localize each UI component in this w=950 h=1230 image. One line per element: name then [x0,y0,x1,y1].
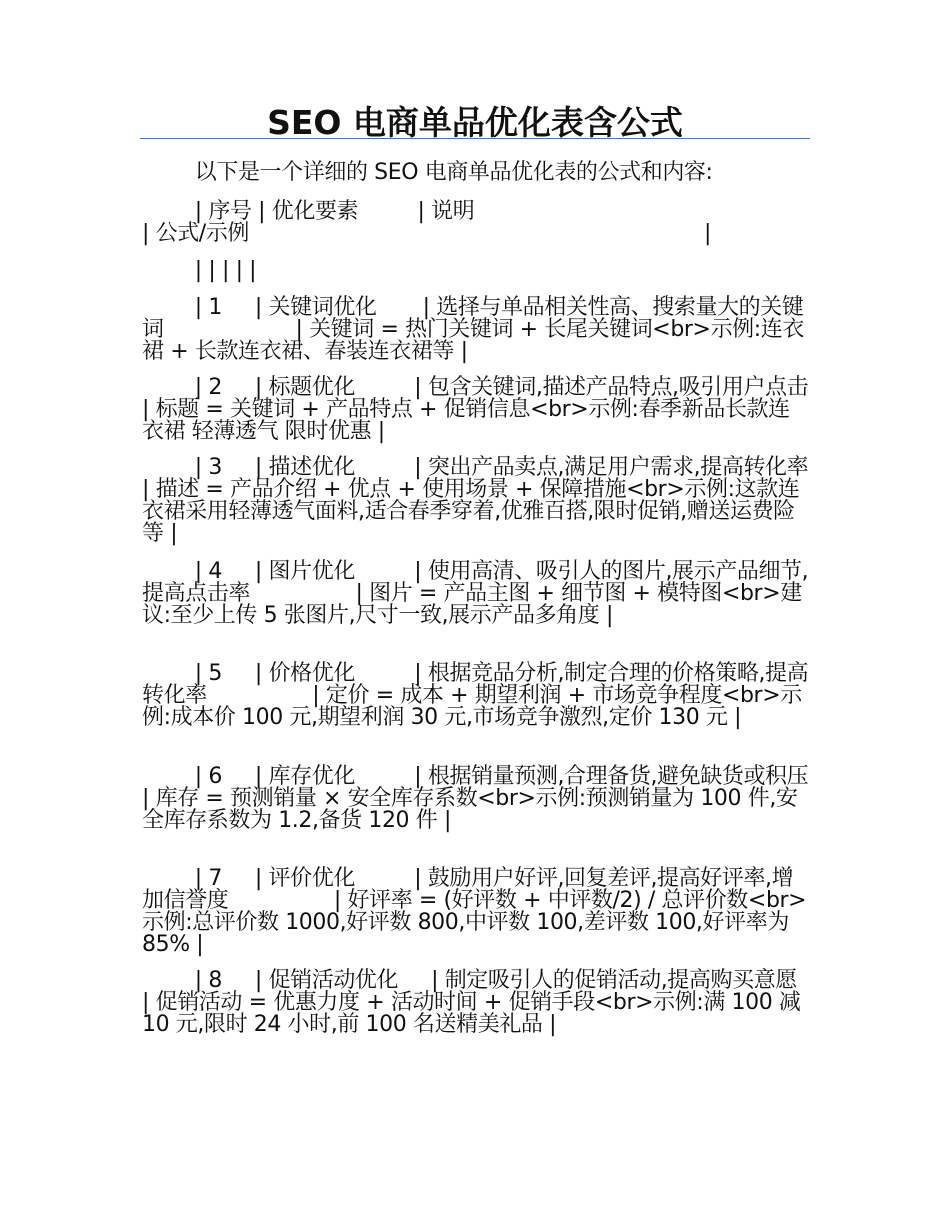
table-row: | 8 | 促销活动优化 | 制定吸引人的促销活动,提高购买意愿 | 促销活动 = 优惠力度 + 活动时间 + 促销手段<br>示例:满 100 减 10 元,限时 24 小时,前 100 名送精美礼品 | [142,968,903,1037]
document-title: SEO 电商单品优化表含公式 [267,103,683,142]
table-row: | 7 | 评价优化 | 鼓励用户好评,回复差评,提高好评率,增加信誉度 | 好评率 = (好评数 + 中评数/2) / 总评价数<br>示例:总评价数 1000,好评数 800,中评数 100,差评数 100,好评率为 85% | [142,866,807,957]
table-row: | 3 | 描述优化 | 突出产品卖点,满足用户需求,提高转化率 | 描述 = 产品介绍 + 优点 + 使用场景 + 保障措施<br>示例:这款连衣裙采用轻薄透气面料,适合春季穿着,优雅百搭,限时促销,赠送运费险等 | [142,455,914,546]
table-row: | 2 | 标题优化 | 包含关键词,描述产品特点,吸引用户点击 | 标题 = 关键词 + 产品特点 + 促销信息<br>示例:春季新品长款连衣裙 轻薄透气 限时优惠 | [142,375,914,444]
table-separator-row: | | | | | [142,258,257,283]
table-row: | 1 | 关键词优化 | 选择与单品相关性高、搜索量大的关键词 | 关键词 = 热门关键词 + 长尾关键词<br>示例:连衣裙 + 长款连衣裙、春装连衣裙等 | [142,295,804,364]
table-row: | 4 | 图片优化 | 使用高清、吸引人的图片,展示产品细节,提高点击率 | 图片 = 产品主图 + 细节图 + 模特图<br>建议:至少上传 5 张图片,尺寸一致,展示产品多角度 | [142,559,809,628]
table-row: | 6 | 库存优化 | 根据销量预测,合理备货,避免缺货或积压 | 库存 = 预测销量 × 安全库存系数<br>示例:预测销量为 100 件,安全库存系数为 1.2,备货 120 件 | [142,764,914,833]
table-row: | 5 | 价格优化 | 根据竞品分析,制定合理的价格策略,提高转化率 | 定价 = 成本 + 期望利润 + 市场竞争程度<br>示例:成本价 100 元,期望利润 30 元,市场竞争激烈,定价 130 元 | [142,661,809,730]
title-underline [140,138,810,139]
intro-paragraph: 以下是一个详细的 SEO 电商单品优化表的公式和内容: [142,160,713,185]
table-header-row: | 序号 | 优化要素 | 说明 | 公式/示例 | [142,199,711,246]
